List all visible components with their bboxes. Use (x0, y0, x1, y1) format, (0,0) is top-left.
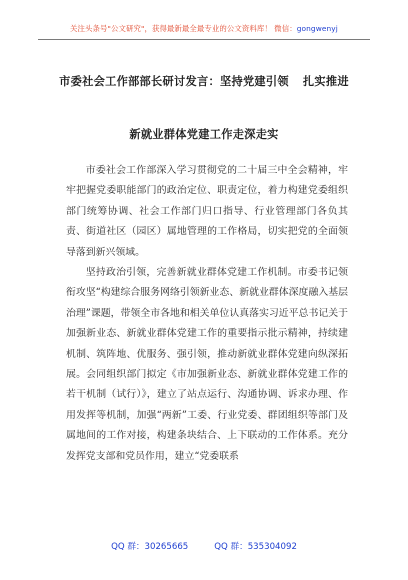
wechat-id[interactable]: gongwenyj (296, 24, 338, 33)
title-part1: 市委社会工作部部长研讨发言：坚持党建引领 (59, 74, 289, 88)
qq-group-2-label: QQ 群： (214, 542, 248, 552)
paragraph-1: 市委社会工作部深入学习贯彻党的二十届三中全会精神，牢牢把握党委职能部门的政治定位、职责定位，着力构建党委组织部门统筹协调、社会工作部门归口指导、行业管理部门各负其责、街道社区（园区）属地管理的工作格局，切实把党的全面领导落到新兴领域。 (66, 165, 348, 258)
qq-group-2 (214, 540, 297, 552)
qq-group-2-number[interactable]: 535304092 (247, 542, 297, 552)
qq-group-1-label: QQ 群： (111, 542, 145, 552)
document-subtitle: 新就业群体党建工作走深走实 (129, 127, 279, 141)
contact-footer (0, 540, 408, 552)
header-divider (38, 39, 370, 40)
paragraph-2: 坚持政治引领，完善新就业群体党建工作机制。市委书记领衔攻坚“构建综合服务网络引领新业态、新就业群体深度融入基层治理”课题，带领全市各地和相关单位认真落实习近平总书记关于加强新业态、新就业群体党建工作的重要指示批示精神，持续建机制、筑阵地、优服务、强引领，推动新就业群体党建向纵深拓展。会同组织部门拟定《市加强新业态、新就业群体党建工作的若干机制（试行）》，建立了站点运行、沟通协调、诉求办理、作用发挥等机制，加强“两新”工委、行业党委、群团组织等部门及属地间的工作对接，构建条块结合、上下联动的工作体系。充分发挥党支部和党员作用，建立“党委联系 (66, 267, 348, 462)
promo-text: 关注头条号"公文研究"，获得最新最全最专业的公文资料库！ 微信： (70, 24, 297, 33)
qq-group-1-number[interactable]: 30265665 (144, 542, 189, 552)
document-body (66, 161, 348, 467)
document-title (0, 73, 408, 89)
qq-group-1 (111, 540, 188, 552)
title-part2: 扎实推进 (302, 74, 349, 88)
promo-header (0, 23, 408, 34)
